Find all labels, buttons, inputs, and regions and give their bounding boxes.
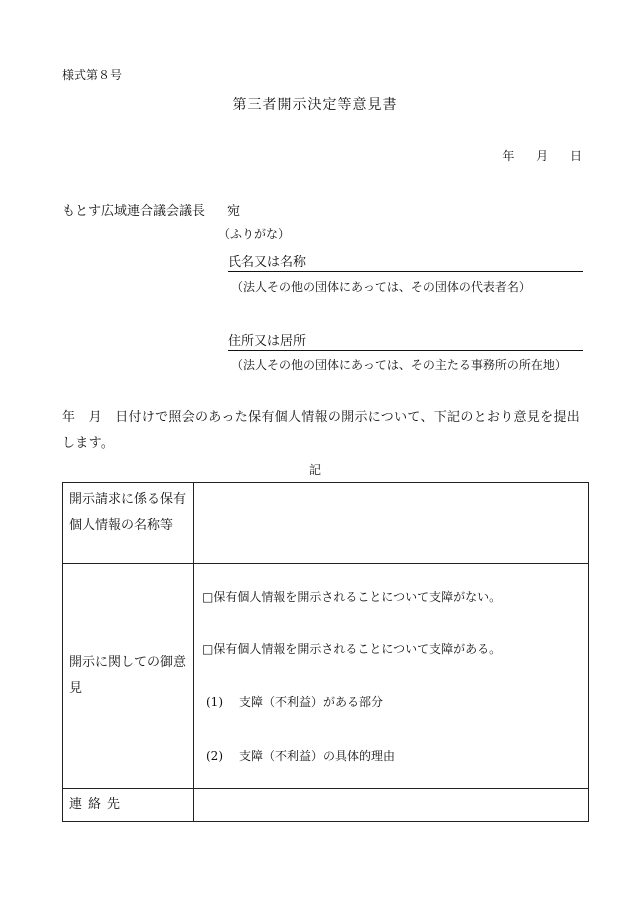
item-1: (1) 支障（不利益）がある部分: [206, 695, 384, 709]
checkbox-icon[interactable]: □: [202, 642, 214, 656]
opinion-label: 開示に関しての御意見: [63, 564, 194, 789]
contact-cell[interactable]: [194, 789, 589, 822]
option-no-objection[interactable]: □保有個人情報を開示されることについて支障がない。: [202, 590, 502, 604]
opinion-table: [62, 482, 589, 822]
checkbox-icon[interactable]: □: [202, 590, 214, 604]
date-line: 年 月 日: [502, 149, 582, 163]
option-objection[interactable]: □保有個人情報を開示されることについて支障がある。: [202, 642, 502, 656]
opinion-cell: [194, 564, 589, 789]
address-field[interactable]: [228, 330, 583, 351]
item-2: (2) 支障（不利益）の具体的理由: [206, 749, 396, 763]
address-field-note: （法人その他の団体にあっては、その主たる事務所の所在地）: [231, 358, 567, 372]
info-name-label: 開示請求に係る保有個人情報の名称等: [63, 483, 194, 564]
info-name-cell[interactable]: [194, 483, 589, 564]
body-text: 年 月 日付けで照会のあった保有個人情報の開示について、下記のとおり意見を提出します。: [62, 410, 581, 451]
name-field[interactable]: [228, 251, 583, 272]
name-field-note: （法人その他の団体にあっては、その団体の代表者名）: [231, 280, 531, 294]
addressee-suffix: 宛: [227, 204, 241, 219]
addressee: [62, 200, 240, 219]
addressee-name: もとす広域連合議会議長: [62, 204, 206, 219]
form-number: 様式第８号: [62, 68, 123, 82]
document-title: 第三者開示決定等意見書: [232, 97, 398, 113]
name-field-label: 氏名又は名称: [228, 255, 307, 270]
contact-label: 連絡先: [63, 789, 194, 822]
furigana-label: （ふりがな）: [218, 227, 291, 241]
ki-heading: 記: [308, 463, 321, 477]
address-field-label: 住所又は居所: [228, 334, 307, 349]
